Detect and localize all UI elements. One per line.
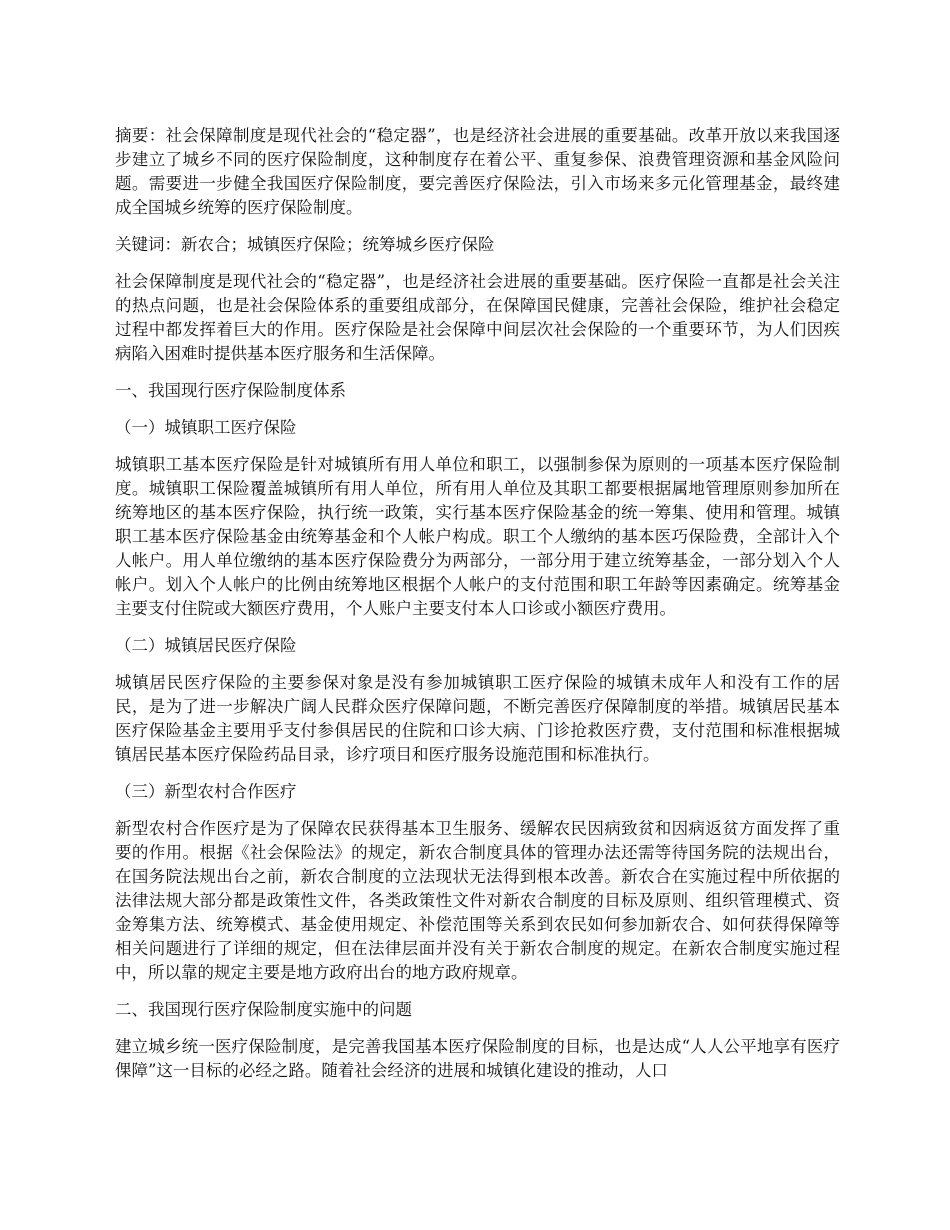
intro-paragraph: 社会保障制度是现代社会的“稳定器”，也是经济社会进展的重要基础。医疗保险一直都是社会关注的热点问题，也是社会保险体系的重要组成部分，在保障国民健康，完善社会保险，维护社会稳定过程中都发挥着巨大的作用。医疗保险是社会保障中间层次社会保险的一个重要环节，为人们因疾病陷入困难时提供基本医疗服务和生活保障。 [115,272,840,363]
section-1-heading: 一、我国现行医疗保险制度体系 [115,381,346,400]
document-page [115,124,840,1096]
subsection-1-heading: （一）城镇职工医疗保险 [115,418,297,437]
subsection-1-paragraph: 城镇职工基本医疗保险是针对城镇所有用人单位和职工，以强制参保为原则的一项基本医疗保险制度。城镇职工保险覆盖城镇所有用人单位，所有用人单位及其职工都要根据属地管理原则参加所在统筹地区的基本医疗保险，执行统一政策，实行基本医疗保险基金的统一筹集、使用和管理。城镇职工基本医疗保险基金由统筹基金和个人帐户构成。职工个人缴纳的基本医巧保险费，全部计入个人帐户。用人单位缴纳的基本医疗保险费分为两部分，一部分用于建立统筹基金，一部分划入个人帐户。划入个人帐户的比例由统筹地区根据个人帐户的支付范围和职工年龄等因素确定。统筹基金主要支付住院或大额医疗费用，个人账户主要支付本人口诊或小额医疗费用。 [115,455,840,618]
subsection-3-paragraph: 新型农村合作医疗是为了保障农民获得基本卫生服务、缓解农民因病致贫和因病返贫方面发挥了重要的作用。根据《社会保险法》的规定，新农合制度具体的管理办法还需等待国务院的法规出台，在国务院法规出台之前，新农合制度的立法现状无法得到根本改善。新农合在实施过程中所依据的法律法规大部分都是政策性文件，各类政策性文件对新农合制度的目标及原则、组织管理模式、资金筹集方法、统筹模式、基金使用规定、补偿范围等关系到农民如何参加新农合、如何获得保障等相关问题进行了详细的规定，但在法律层面并没有关于新农合制度的规定。在新农合制度实施过程中，所以靠的规定主要是地方政府出台的地方政府规章。 [115,819,840,982]
subsection-2-paragraph: 城镇居民医疗保险的主要参保对象是没有参加城镇职工医疗保险的城镇未成年人和没有工作的居民，是为了进一步解决广阔人民群众医疗保障问题，不断完善医疗保障制度的举措。城镇居民基本医疗保险基金主要用乎支付参俱居民的住院和口诊大病、门诊抢救医疗费，支付范围和标准根据城镇居民基本医疗保险药品目录，诊疗项目和医疗服务设施范围和标准执行。 [115,673,840,764]
abstract-paragraph: 摘要：社会保障制度是现代社会的“稳定器”，也是经济社会进展的重要基础。改革开放以来我国逐步建立了城乡不同的医疗保险制度，这种制度存在着公平、重复参保、浪费管理资源和基金风险问题。需要进一步健全我国医疗保险制度，要完善医疗保险法，引入市场来多元化管理基金，最终建成全国城乡统筹的医疗保险制度。 [115,126,840,217]
keywords-paragraph: 关键词：新农合；城镇医疗保险；统筹城乡医疗保险 [115,235,495,254]
section-2-paragraph: 建立城乡统一医疗保险制度，是完善我国基本医疗保险制度的目标，也是达成“人人公平地享有医疗倮障”这一目标的必经之路。随着社会经济的进展和城镇化建设的推动，人口 [115,1037,840,1080]
subsection-2-heading: （二）城镇居民医疗保险 [115,636,297,655]
subsection-3-heading: （三）新型农村合作医疗 [115,782,297,801]
section-2-heading: 二、我国现行医疗保险制度实施中的问题 [115,1000,412,1019]
